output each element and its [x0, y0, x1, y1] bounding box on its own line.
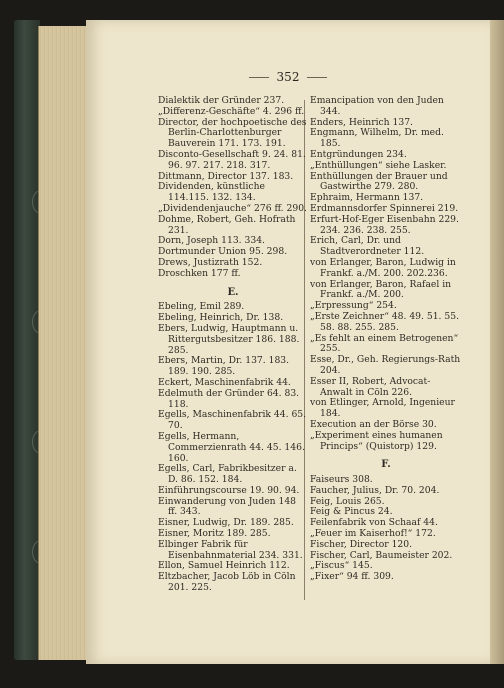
index-entry: von Etlinger, Arnold, Ingenieur 184. — [310, 397, 455, 420]
index-entry: Dialektik der Gründer 237. — [158, 95, 285, 106]
index-entry: Eisner, Moritz 189. 285. — [158, 528, 271, 540]
entries-e — [158, 302, 308, 594]
index-entry: „Experiment eines humanen Princips“ (Quistorp) 129. — [310, 429, 443, 452]
entries-f — [310, 475, 462, 583]
entries-d — [158, 96, 308, 280]
index-column-right — [310, 96, 462, 583]
index-entry: Dorn, Joseph 113. 334. — [158, 235, 265, 247]
index-entry: „Dividendenjauche“ 276 ff. 290. — [158, 202, 307, 214]
index-entry: Esse, Dr., Geh. Regierungs-Rath 204. — [310, 354, 461, 376]
entries-e-continued — [310, 96, 462, 452]
index-entry: Emancipation von den Juden 344. — [310, 95, 444, 117]
index-entry: Entgründungen 234. — [310, 148, 407, 160]
section-heading-e: E. — [227, 286, 239, 298]
index-entry: Faucher, Julius, Dr. 70. 204. — [310, 484, 440, 496]
index-entry: „Erste Zeichner“ 48. 49. 51. 55. 58. 88. 255. 285. — [310, 310, 460, 333]
index-entry: Ellon, Samuel Heinrich 112. — [158, 560, 290, 572]
page-edge-right — [490, 20, 504, 664]
index-entry: Ebeling, Heinrich, Dr. 138. — [158, 312, 284, 324]
index-entry: Enders, Heinrich 137. — [310, 116, 413, 128]
index-entry: Feilenfabrik von Schaaf 44. — [310, 517, 438, 529]
index-entry: Feig & Pincus 24. — [310, 506, 393, 518]
book-spine — [14, 20, 40, 660]
index-entry: Fischer, Carl, Baumeister 202. — [310, 549, 453, 561]
index-entry: Eckert, Maschinenfabrik 44. — [158, 376, 291, 388]
index-entry: „Fixer“ 94 ff. 309. — [310, 571, 394, 583]
index-entry: Einführungscourse 19. 90. 94. — [158, 484, 300, 496]
index-entry: Droschken 177 ff. — [158, 267, 241, 279]
index-entry: Erich, Carl, Dr. und Stadtverordneter 112. — [310, 235, 425, 258]
index-entry: Feig, Louis 265. — [310, 495, 385, 507]
index-entry: Ebers, Ludwig, Hauptmann u. Rittergutsbesitzer 186. 188. 285. — [158, 322, 300, 356]
index-entry: Esser II, Robert, Advocat-Anwalt in Cöln 226. — [310, 375, 431, 398]
index-entry: „Es fehlt an einem Betrogenen“ 255. — [310, 332, 459, 355]
index-entry: Eltzbacher, Jacob Löb in Cöln 201. 225. — [158, 571, 296, 594]
index-entry: Edelmuth der Gründer 64. 83. 118. — [158, 387, 300, 410]
index-entry: Erdmannsdorfer Spinnerei 219. — [310, 202, 459, 214]
index-entry: Ebers, Martin, Dr. 137. 183. 189. 190. 285. — [158, 355, 290, 378]
index-column-left — [158, 96, 308, 594]
index-entry: Enthüllungen der Brauer und Gastwirthe 279. 280. — [310, 170, 448, 193]
index-entry: Egells, Hermann, Commerzienrath 44. 45. 146. 160. — [158, 430, 305, 464]
index-entry: Einwanderung von Juden 148 ff. 343. — [158, 495, 297, 518]
index-entry: „Erpressung“ 254. — [310, 300, 397, 312]
index-entry: Dividenden, künstliche 114.115. 132. 134. — [158, 181, 265, 204]
page-edges — [38, 26, 87, 660]
index-entry: Egells, Maschinenfabrik 44. 65. 70. — [158, 409, 307, 432]
book-page — [86, 20, 490, 664]
index-entry: Eisner, Ludwig, Dr. 189. 285. — [158, 517, 294, 529]
index-entry: „Feuer im Kaiserhof!“ 172. — [310, 528, 436, 540]
index-entry: „Enthüllungen“ siehe Lasker. — [310, 159, 447, 171]
index-entry: Engmann, Wilhelm, Dr. med. 185. — [310, 127, 444, 150]
index-entry: Fischer, Director 120. — [310, 538, 413, 550]
index-entry: von Erlanger, Baron, Rafael in Frankf. a./M. 200. — [310, 278, 452, 301]
index-entry: Ebeling, Emil 289. — [158, 301, 245, 313]
index-entry: Drews, Justizrath 152. — [158, 256, 263, 268]
index-entry: Dittmann, Director 137. 183. — [158, 170, 294, 182]
index-entry: Ephraim, Hermann 137. — [310, 192, 424, 204]
page-number: 352 — [86, 70, 490, 84]
index-entry: Erfurt-Hof-Eger Eisenbahn 229. 234. 236. 238. 255. — [310, 213, 459, 236]
index-entry: Dortmunder Union 95. 298. — [158, 246, 288, 258]
index-entry: Disconto-Gesellschaft 9. 24. 81. 96. 97. 217. 218. 317. — [158, 148, 306, 171]
index-entry: „Differenz-Geschäfte“ 4. 296 ff. — [158, 105, 305, 117]
index-entry: von Erlanger, Baron, Ludwig in Frankf. a./M. 200. 202.236. — [310, 256, 456, 279]
index-entry: Faiseurs 308. — [310, 474, 373, 486]
index-entry: Egells, Carl, Fabrikbesitzer a. D. 86. 152. 184. — [158, 463, 297, 486]
index-entry: Director, der hochpoetische des Berlin-Charlottenburger Bauverein 171. 173. 191. — [158, 116, 307, 150]
index-entry: Execution an der Börse 30. — [310, 418, 437, 430]
index-entry: „Fiscus“ 145. — [310, 560, 373, 572]
index-entry: Elbinger Fabrik für Eisenbahnmaterial 234. 331. — [158, 538, 303, 561]
section-heading-f: F. — [381, 459, 391, 471]
index-entry: Dohme, Robert, Geh. Hofrath 231. — [158, 213, 296, 236]
